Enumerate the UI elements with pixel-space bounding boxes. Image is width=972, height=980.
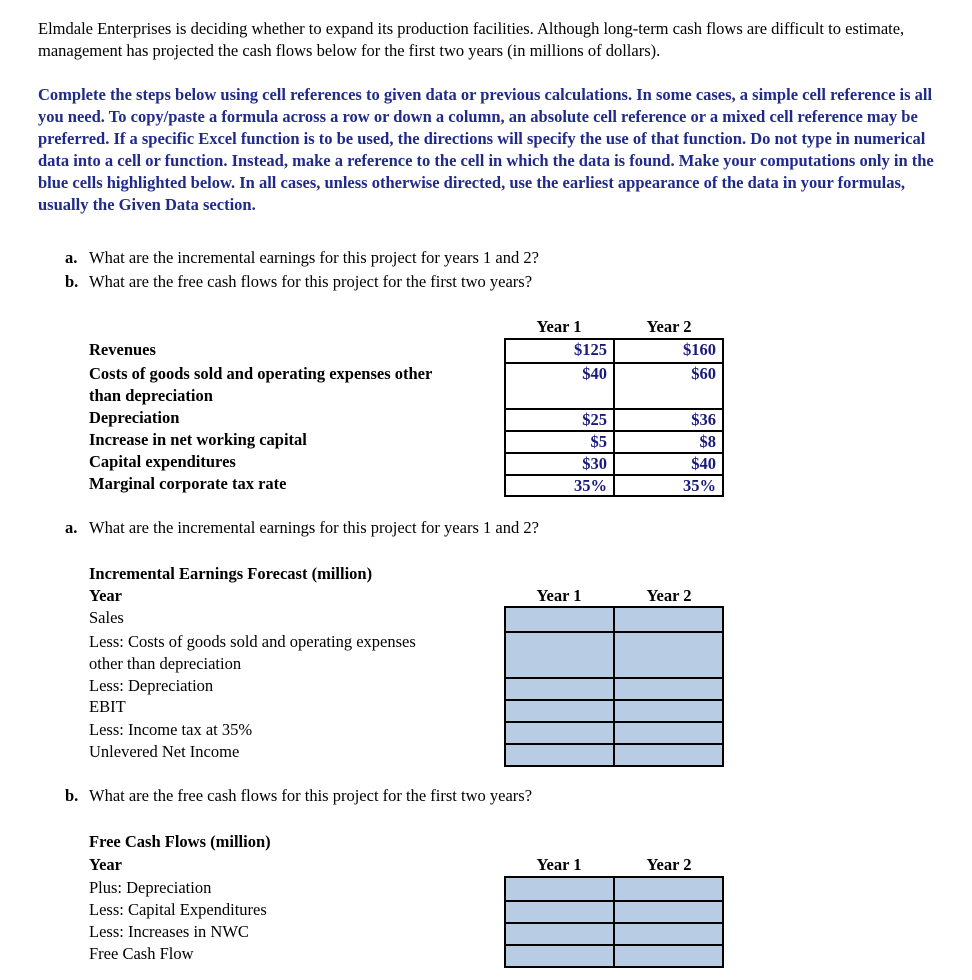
given-cell: $40	[582, 364, 607, 383]
given-cell: 35%	[613, 476, 722, 495]
input-cell-fcf-depreciation-y2[interactable]	[613, 878, 722, 900]
table-row	[506, 474, 722, 495]
input-cell-depreciation-y2[interactable]	[613, 679, 722, 699]
table-row	[506, 631, 722, 677]
input-cell-sales-y1[interactable]	[506, 608, 613, 631]
question-b-label: b.	[65, 272, 79, 291]
question-a-label: a.	[65, 248, 78, 267]
input-cell-fcf-total-y1[interactable]	[506, 946, 613, 966]
earnings-label-sales: Sales	[89, 608, 124, 627]
given-label-depreciation: Depreciation	[89, 408, 180, 427]
earnings-label-tax: Less: Income tax at 35%	[89, 720, 253, 739]
fcf-label-nwc: Less: Increases in NWC	[89, 922, 249, 941]
input-cell-fcf-total-y2[interactable]	[613, 946, 722, 966]
table-row	[506, 430, 722, 452]
fcf-label-capex: Less: Capital Expenditures	[89, 900, 267, 919]
question-a-text: What are the incremental earnings for this project for years 1 and 2?	[89, 248, 539, 267]
input-cell-fcf-capex-y1[interactable]	[506, 902, 613, 922]
earnings-input-table	[504, 606, 724, 767]
given-cell: $8	[613, 432, 722, 452]
table-row	[506, 677, 722, 699]
fcf-year1-header: Year 1	[536, 855, 582, 874]
fcf-title: Free Cash Flows (million)	[89, 832, 271, 851]
earnings-title: Incremental Earnings Forecast (million)	[89, 564, 373, 583]
table-row	[506, 944, 722, 966]
intro-text: Elmdale Enterprises is deciding whether to expand its production facilities. Although long-term cash flows are difficult to estimate, management has projected the cash flows below for the first two years (in millions of dollars).	[38, 19, 905, 60]
input-cell-net-income-y2[interactable]	[613, 745, 722, 765]
earnings-year-label: Year	[89, 586, 122, 605]
fcf-label-free-cash-flow: Free Cash Flow	[89, 944, 194, 963]
given-cell: $25	[582, 410, 607, 429]
table-row	[506, 922, 722, 944]
input-cell-tax-y1[interactable]	[506, 723, 613, 743]
table-row	[506, 452, 722, 474]
given-data-table	[504, 338, 724, 497]
given-cell: $5	[590, 432, 607, 451]
given-cell: $40	[613, 454, 722, 474]
instructions-text: Complete the steps below using cell references to given data or previous calculations. In some cases, a simple cell reference is all you need. To copy/paste a formula across a row or down a column, an absolute cell reference or a mixed cell reference may be preferred. If a specific Excel function is to be used, the directions will specify the use of that function. Do not type in numerical data into a cell or function. Instead, make a reference to the cell in which the data is found. Make your computations only in the blue cells highlighted below. In all cases, unless otherwise directed, use the earliest appearance of the data in your formulas, usually the Given Data section.	[38, 85, 934, 214]
question-b-text: What are the free cash flows for this project for the first two years?	[89, 786, 533, 805]
table-row	[506, 721, 722, 743]
question-a-text: What are the incremental earnings for this project for years 1 and 2?	[89, 518, 539, 537]
table-row	[506, 408, 722, 430]
given-cell: $30	[582, 454, 607, 473]
earnings-year2-header: Year 2	[646, 586, 692, 605]
earnings-label-depreciation: Less: Depreciation	[89, 676, 214, 695]
given-label-costs-cont: than depreciation	[89, 386, 213, 405]
input-cell-ebit-y2[interactable]	[613, 701, 722, 721]
given-cell: 35%	[574, 476, 607, 495]
given-year2-header: Year 2	[646, 317, 692, 336]
input-cell-fcf-nwc-y2[interactable]	[613, 924, 722, 944]
given-label-revenues: Revenues	[89, 340, 156, 359]
earnings-year1-header: Year 1	[536, 586, 582, 605]
input-cell-net-income-y1[interactable]	[506, 745, 613, 765]
given-year1-header: Year 1	[536, 317, 582, 336]
question-b-text: What are the free cash flows for this project for the first two years?	[89, 272, 533, 291]
table-row	[506, 900, 722, 922]
question-a-label: a.	[65, 518, 78, 537]
fcf-year2-header: Year 2	[646, 855, 692, 874]
earnings-label-costs: Less: Costs of goods sold and operating expenses	[89, 632, 416, 651]
input-cell-costs-y1[interactable]	[506, 633, 613, 677]
input-cell-depreciation-y1[interactable]	[506, 679, 613, 699]
input-cell-fcf-nwc-y1[interactable]	[506, 924, 613, 944]
given-label-costs: Costs of goods sold and operating expenses other	[89, 364, 433, 383]
given-cell: $60	[613, 364, 722, 408]
table-row	[506, 362, 722, 408]
earnings-label-net-income: Unlevered Net Income	[89, 742, 240, 761]
given-cell: $36	[613, 410, 722, 430]
input-cell-ebit-y1[interactable]	[506, 701, 613, 721]
given-label-nwc: Increase in net working capital	[89, 430, 307, 449]
input-cell-fcf-depreciation-y1[interactable]	[506, 878, 613, 900]
table-row	[506, 340, 722, 362]
table-row	[506, 743, 722, 765]
fcf-label-depreciation: Plus: Depreciation	[89, 878, 212, 897]
given-cell: $160	[613, 340, 722, 362]
earnings-label-costs-cont: other than depreciation	[89, 654, 242, 673]
input-cell-fcf-capex-y2[interactable]	[613, 902, 722, 922]
given-label-tax-rate: Marginal corporate tax rate	[89, 474, 287, 493]
fcf-year-label: Year	[89, 855, 122, 874]
input-cell-sales-y2[interactable]	[613, 608, 722, 631]
given-label-capex: Capital expenditures	[89, 452, 236, 471]
table-row	[506, 878, 722, 900]
fcf-input-table	[504, 876, 724, 968]
input-cell-costs-y2[interactable]	[613, 633, 722, 677]
input-cell-tax-y2[interactable]	[613, 723, 722, 743]
earnings-label-ebit: EBIT	[89, 697, 126, 716]
table-row	[506, 699, 722, 721]
question-b-label: b.	[65, 786, 79, 805]
table-row	[506, 608, 722, 631]
given-cell: $125	[574, 340, 607, 359]
